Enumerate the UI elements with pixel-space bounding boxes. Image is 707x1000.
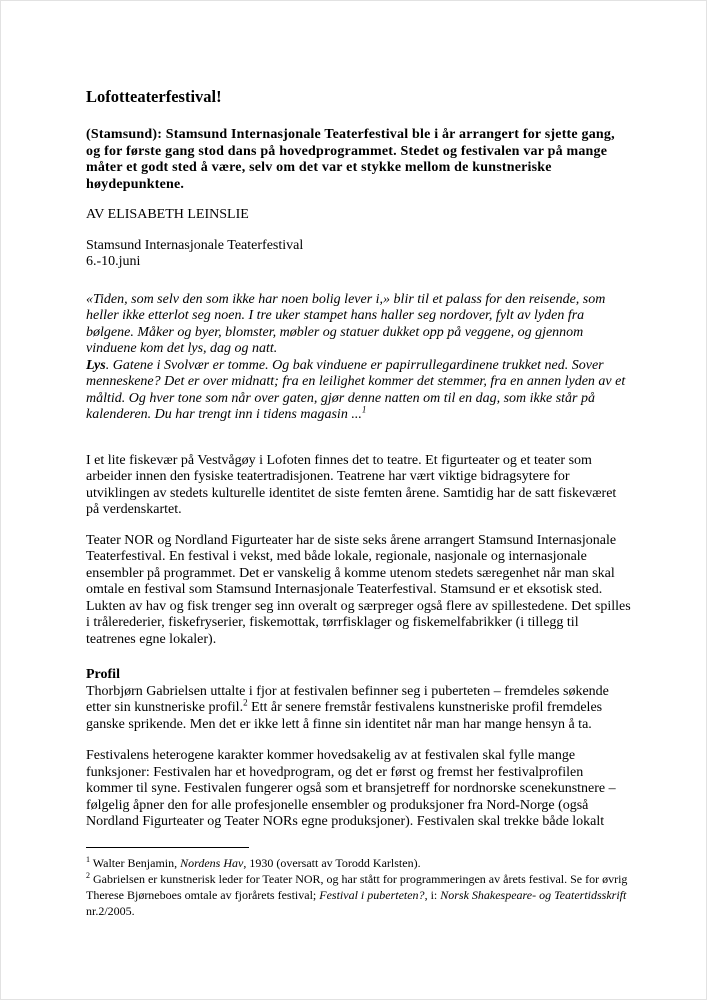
footnote-1-text-after: , 1930 (oversatt av Torodd Karlsten). [243,856,421,870]
event-info [86,238,631,271]
footnote-separator-rule [86,847,249,848]
lead-paragraph: (Stamsund): Stamsund Internasjonale Teaterfestival ble i år arrangert for sjette gang, og for første gang stod dans på hovedprogrammet. Stedet og festivalen var på mange måter et godt sted å være, selv om det var et stykke mellom de kunstneriske høydepunktene. [86,127,615,192]
quote-lead-word: Lys [86,357,106,373]
profil-text-1: Thorbjørn Gabrielsen uttalte i fjor at festivalen befinner seg i puberteten – fremdeles søkende etter sin kunstneriske profil. [86,683,609,715]
footnote-ref-1: 1 [361,404,367,415]
event-name: Stamsund Internasjonale Teaterfestival [86,237,304,253]
body-paragraph-2: Teater NOR og Nordland Figurteater har de siste seks årene arrangert Stamsund Internasjonale Teaterfestival. En festival i vekst, med både lokale, regionale, nasjonale og internasjonale ensembler på programmet. Det er vanskelig å komme utenom stedets særegenhet når man skal omtale en festival som Stamsund Internasjonale Teaterfestival. Stamsund er et eksotisk sted. Lukten av hav og fisk trenger seg inn overalt og særpreger også flere av spillestedene. Det spilles i trålerederier, fiskefryserier, fiskemottak, tørrfisklager og fiskemelfabrikker (i tillegg til teatrenes egne lokaler). [86,532,631,647]
quote-paragraph-1: «Tiden, som selv den som ikke har noen bolig lever i,» blir til et palass for den reisende, som heller ikke etterlot seg noen. I tre uker stampet hans haller seg nordover, fylt av lyden fra bølgene. Måker og byer, blomster, møbler og statuer dukket opp på veggene, og gjennom vinduene kom det lys, dag og natt. [86,291,606,356]
footnote-2 [86,871,648,919]
footnote-2-text-3: nr.2/2005. [86,904,135,918]
footnote-2-text-2: , i: [424,888,441,902]
footnote-2-text-1: Gabrielsen er kunstnerisk leder for Teater NOR, og har stått for programmeringen av årets festival. Se for øvrig Therese Bjørneboes omtale av fjorårets festival; [86,872,628,902]
document-content [86,87,631,831]
byline: AV ELISABETH LEINSLIE [86,207,249,222]
profil-text-2: Ett år senere fremstår festivalens kunstneriske profil fremdeles ganske sprikende. Men det er ikke lett å finne sin identitet når man har mange hensyn å ta. [86,700,603,732]
footnote-1 [86,855,648,871]
quote-text: . Gatene i Svolvær er tomme. Og bak vinduene er papirrullegardinene trukket ned. Sover menneskene? Det er over midnatt; fra en leilighet kommer det stemmer, fra en annen lyden av et måltid. Og hver tone som når over gaten, gjør denne natten om til en dag, som ikke står på kalenderen. Du har trengt inn i tidens magasin ... [86,357,626,422]
body-paragraph-1: I et lite fiskevær på Vestvågøy i Lofoten finnes det to teatre. Et figurteater og et teater som arbeider innen den fysiske teatertradisjonen. Teatrene har vært viktige bidragsytere for utviklingen av stedets kulturelle identitet de siste femten årene. Samtidig har de satt fiskeværet på verdenskartet. [86,452,617,517]
profil-paragraph [86,684,631,734]
footnote-1-text: Walter Benjamin, [90,856,181,870]
footnote-1-work-title: Nordens Hav [180,856,244,870]
footnote-2-article-title: Festival i puberteten? [319,888,425,902]
footnote-2-journal-title: Norsk Shakespeare- og Teatertidsskrift [440,888,627,902]
document-title: Lofotteaterfestival! [86,87,222,106]
footnote-2-marker: 2 [86,871,90,880]
footnotes-section [86,847,648,919]
footnote-1-marker: 1 [86,855,90,864]
body-paragraph-3: Festivalens heterogene karakter kommer hovedsakelig av at festivalen skal fylle mange funksjoner: Festivalen har et hovedprogram, og det er først og fremst her festivalprofilen kommer til syne. Festivalen fungerer også som et bransjetreff for nordnorske scenekunstnere – følgelig åpner den for alle profesjonelle ensembler og produksjoner fra Nord-Norge (også Nordland Figurteater og Teater NORs egne produksjoner). Festivalen skal trekke både lokalt [86,748,616,829]
section-heading-profil: Profil [86,667,120,682]
event-dates: 6.-10.juni [86,254,141,269]
footnote-ref-2: 2 [243,697,248,708]
quote-paragraph-2 [86,358,631,424]
